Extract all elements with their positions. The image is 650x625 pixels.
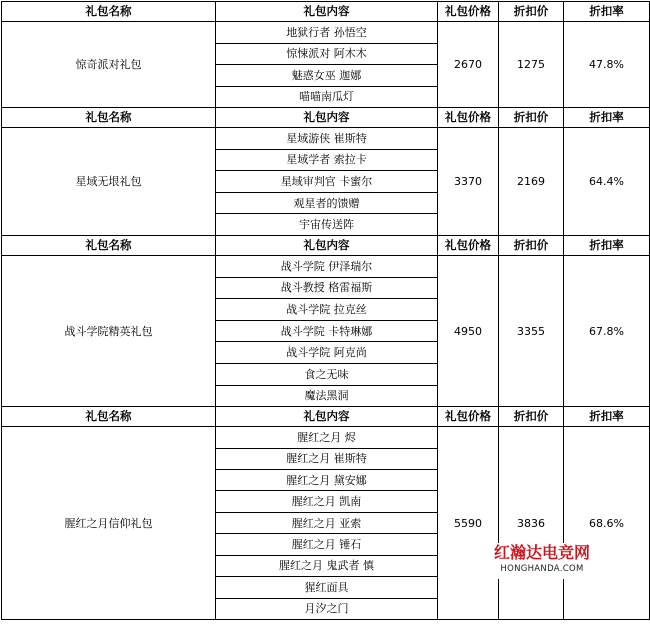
discount-rate-cell: 47.8% xyxy=(564,22,650,108)
table-body xyxy=(2,2,650,620)
pack-item-cell: 猩红面具 xyxy=(216,577,438,598)
header-pack-price: 礼包价格 xyxy=(438,407,499,427)
header-pack-content: 礼包内容 xyxy=(216,407,438,427)
header-row xyxy=(2,407,650,427)
header-discount-price: 折扣价 xyxy=(499,407,564,427)
pack-item-cell: 魔法黑洞 xyxy=(216,385,438,407)
pack-item-cell: 星域游侠 崔斯特 xyxy=(216,128,438,150)
table-row xyxy=(2,255,650,277)
pack-item-cell: 惊悚派对 阿木木 xyxy=(216,43,438,65)
pack-item-cell: 魅惑女巫 迦娜 xyxy=(216,65,438,87)
header-row xyxy=(2,2,650,22)
header-pack-price: 礼包价格 xyxy=(438,235,499,255)
header-pack-price: 礼包价格 xyxy=(438,108,499,128)
watermark-chinese: 红瀚达电竞网 xyxy=(493,543,590,562)
header-discount-rate: 折扣率 xyxy=(564,235,650,255)
pack-item-cell: 战斗学院 阿克尚 xyxy=(216,342,438,364)
pack-item-cell: 观星者的馈赠 xyxy=(216,192,438,214)
header-pack-name: 礼包名称 xyxy=(2,108,216,128)
header-pack-price: 礼包价格 xyxy=(438,2,499,22)
header-pack-content: 礼包内容 xyxy=(216,108,438,128)
header-pack-content: 礼包内容 xyxy=(216,2,438,22)
pack-item-cell: 战斗学院 拉克丝 xyxy=(216,299,438,321)
discount-rate-cell: 64.4% xyxy=(564,128,650,236)
pack-price-cell: 5590 xyxy=(438,427,499,620)
pack-item-cell: 宇宙传送阵 xyxy=(216,214,438,236)
gift-pack-table xyxy=(1,1,650,620)
pack-item-cell: 喵喵南瓜灯 xyxy=(216,86,438,108)
pack-item-cell: 腥红之月 锤石 xyxy=(216,534,438,555)
pack-item-cell: 战斗学院 卡特琳娜 xyxy=(216,320,438,342)
pack-item-cell: 食之无味 xyxy=(216,363,438,385)
watermark-url: HONGHANDA.COM xyxy=(500,564,584,574)
header-pack-name: 礼包名称 xyxy=(2,2,216,22)
discount-rate-cell: 68.6% xyxy=(564,427,650,620)
discount-price-cell: 2169 xyxy=(499,128,564,236)
header-row xyxy=(2,235,650,255)
discount-price-cell: 3355 xyxy=(499,255,564,406)
header-pack-name: 礼包名称 xyxy=(2,235,216,255)
header-discount-price: 折扣价 xyxy=(499,2,564,22)
discount-price-cell: 1275 xyxy=(499,22,564,108)
header-discount-rate: 折扣率 xyxy=(564,407,650,427)
pack-item-cell: 腥红之月 鬼武者 慎 xyxy=(216,555,438,576)
header-row xyxy=(2,108,650,128)
pack-name-cell: 战斗学院精英礼包 xyxy=(2,255,216,406)
pack-item-cell: 战斗教授 格雷福斯 xyxy=(216,277,438,299)
pack-price-cell: 3370 xyxy=(438,128,499,236)
pack-price-cell: 4950 xyxy=(438,255,499,406)
table-row xyxy=(2,427,650,448)
discount-rate-cell: 67.8% xyxy=(564,255,650,406)
pack-name-cell: 腥红之月信仰礼包 xyxy=(2,427,216,620)
table-row xyxy=(2,128,650,150)
pack-item-cell: 腥红之月 亚索 xyxy=(216,512,438,533)
table-row xyxy=(2,22,650,44)
pack-item-cell: 腥红之月 崔斯特 xyxy=(216,448,438,469)
pack-item-cell: 腥红之月 烬 xyxy=(216,427,438,448)
pack-item-cell: 星域审判官 卡蜜尔 xyxy=(216,171,438,193)
discount-price-cell: 3836 xyxy=(499,427,564,620)
pack-name-cell: 惊奇派对礼包 xyxy=(2,22,216,108)
header-discount-rate: 折扣率 xyxy=(564,108,650,128)
header-pack-name: 礼包名称 xyxy=(2,407,216,427)
pack-item-cell: 腥红之月 黛安娜 xyxy=(216,470,438,491)
pack-price-cell: 2670 xyxy=(438,22,499,108)
header-pack-content: 礼包内容 xyxy=(216,235,438,255)
pack-item-cell: 地狱行者 孙悟空 xyxy=(216,22,438,44)
pack-name-cell: 星域无垠礼包 xyxy=(2,128,216,236)
pack-item-cell: 月汐之门 xyxy=(216,598,438,619)
pack-item-cell: 战斗学院 伊泽瑞尔 xyxy=(216,255,438,277)
header-discount-price: 折扣价 xyxy=(499,235,564,255)
pack-item-cell: 腥红之月 凯南 xyxy=(216,491,438,512)
watermark-logo xyxy=(492,543,592,579)
header-discount-price: 折扣价 xyxy=(499,108,564,128)
header-discount-rate: 折扣率 xyxy=(564,2,650,22)
pack-item-cell: 星域学者 索拉卡 xyxy=(216,149,438,171)
